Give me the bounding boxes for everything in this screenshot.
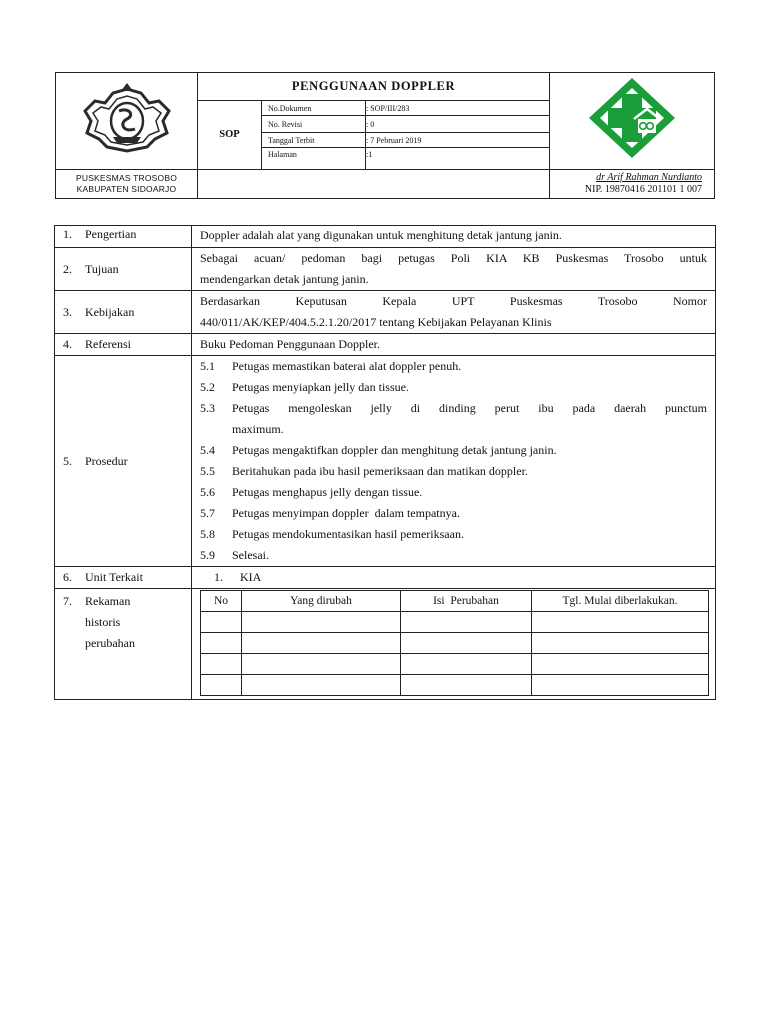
sop-label: SOP bbox=[198, 101, 262, 170]
table-row bbox=[201, 675, 709, 696]
sop-body-table bbox=[54, 225, 716, 700]
step-5-2: 5.2 Petugas menyiapkan jelly dan tissue. bbox=[200, 380, 409, 394]
org-line-kabupaten: KABUPATEN SIDOARJO bbox=[76, 183, 177, 194]
step-5-5: 5.5 Beritahukan pada ibu hasil pemeriksaan dan matikan doppler. bbox=[200, 464, 528, 478]
step-5-8: 5.8 Petugas mendokumentasikan hasil pemeriksaan. bbox=[200, 527, 464, 541]
col-tgl-mulai: Tgl. Mulai diberlakukan. bbox=[532, 591, 709, 612]
text-unit-terkait: 1. KIA bbox=[192, 567, 716, 589]
meta-key-halaman: Halaman bbox=[262, 147, 366, 169]
label-referensi: 4. Referensi bbox=[55, 334, 192, 356]
text-referensi: Buku Pedoman Penggunaan Doppler. bbox=[192, 334, 716, 356]
table-row bbox=[201, 654, 709, 675]
puskesmas-logo-icon bbox=[587, 76, 677, 160]
meta-key-no-revisi: No. Revisi bbox=[262, 116, 366, 133]
document-title: PENGGUNAAN DOPPLER bbox=[198, 73, 550, 101]
table-row bbox=[201, 612, 709, 633]
meta-key-no-dokumen: No.Dokumen bbox=[262, 101, 366, 116]
sop-header bbox=[55, 72, 715, 199]
meta-key-tanggal-terbit: Tanggal Terbit bbox=[262, 133, 366, 147]
col-yang-dirubah: Yang dirubah bbox=[242, 591, 401, 612]
step-5-4: 5.4 Petugas mengaktifkan doppler dan menghitung detak jantung janin. bbox=[200, 443, 557, 457]
step-5-6: 5.6 Petugas menghapus jelly dengan tissue. bbox=[200, 485, 423, 499]
signer-nip: NIP. 19870416 201101 1 007 bbox=[584, 183, 703, 195]
meta-value-halaman: :1 bbox=[366, 147, 550, 169]
signer-name: dr Arif Rahman Nurdianto bbox=[596, 171, 703, 183]
text-pengertian: Doppler adalah alat yang digunakan untuk menghitung detak jantung janin. bbox=[192, 226, 716, 248]
step-5-1: 5.1 Petugas memastikan baterai alat doppler penuh. bbox=[200, 359, 462, 373]
signature-block bbox=[550, 169, 715, 198]
step-5-3: 5.3 Petugas mengoleskan jelly di dinding perut ibu pada daerah punctum maximum. bbox=[200, 401, 707, 436]
revision-history-table bbox=[200, 590, 709, 696]
regency-emblem-cell bbox=[56, 73, 198, 170]
meta-value-no-dokumen: : SOP/III/283 bbox=[366, 101, 550, 116]
label-unit-terkait: 6. Unit Terkait bbox=[55, 567, 192, 589]
prosedur-steps bbox=[192, 356, 716, 567]
regency-emblem-icon bbox=[79, 81, 175, 155]
col-isi-perubahan: Isi Perubahan bbox=[401, 591, 532, 612]
table-row bbox=[201, 633, 709, 654]
step-5-9: 5.9 Selesai. bbox=[200, 548, 269, 562]
header-blank-cell bbox=[198, 169, 550, 198]
meta-value-tanggal-terbit: : 7 Pebruari 2019 bbox=[366, 133, 550, 147]
rekaman-cell bbox=[192, 589, 716, 700]
history-header-row bbox=[201, 591, 709, 612]
label-kebijakan: 3. Kebijakan bbox=[55, 291, 192, 334]
label-prosedur: 5. Prosedur bbox=[55, 356, 192, 567]
col-no: No bbox=[201, 591, 242, 612]
org-line-puskesmas: PUSKESMAS TROSOBO bbox=[75, 172, 178, 183]
meta-value-no-revisi: : 0 bbox=[366, 116, 550, 133]
text-kebijakan: Berdasarkan Keputusan Kepala UPT Puskesmas Trosobo Nomor 440/011/AK/KEP/404.5.2.1.20/2017 tentang Kebijakan Pelayanan Klinis bbox=[192, 291, 716, 334]
label-tujuan: 2. Tujuan bbox=[55, 248, 192, 291]
text-tujuan: Sebagai acuan/ pedoman bagi petugas Poli KIA KB Puskesmas Trosobo untuk mendengarkan detak jantung janin. bbox=[192, 248, 716, 291]
puskesmas-logo-cell bbox=[550, 73, 715, 170]
label-pengertian: 1. Pengertian bbox=[55, 226, 192, 248]
label-rekaman: 7. Rekaman historis perubahan bbox=[55, 589, 192, 700]
step-5-7: 5.7 Petugas menyimpan doppler dalam tempatnya. bbox=[200, 506, 460, 520]
organization-name bbox=[56, 169, 198, 198]
